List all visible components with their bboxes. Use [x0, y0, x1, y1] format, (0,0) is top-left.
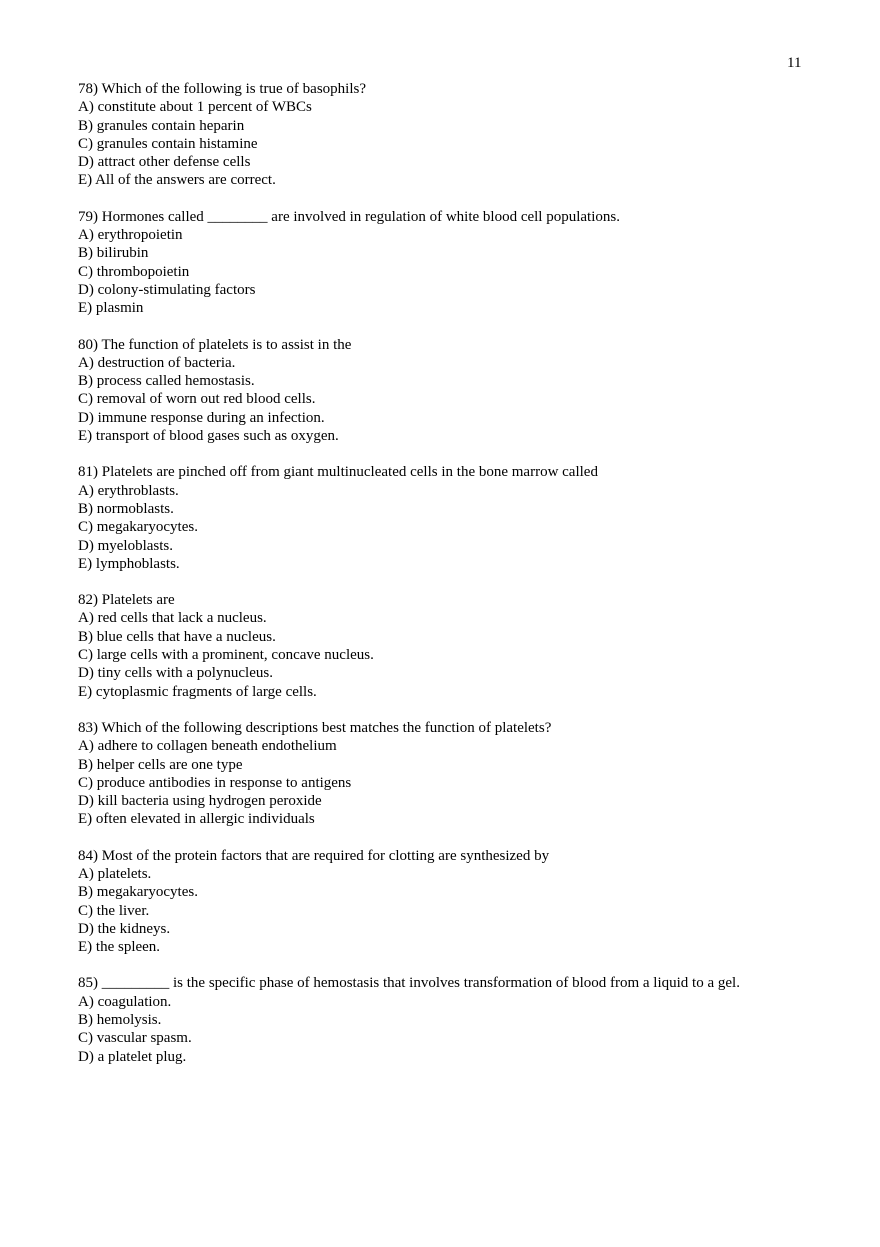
answer-option: C) large cells with a prominent, concave nucleus.	[78, 647, 374, 664]
answer-option: A) destruction of bacteria.	[78, 354, 236, 371]
answer-option: E) lymphoblasts.	[78, 555, 180, 572]
answer-option: B) hemolysis.	[78, 1012, 162, 1029]
question-85	[78, 974, 838, 1065]
answer-option: C) granules contain histamine	[78, 135, 258, 152]
answer-option: D) myeloblasts.	[78, 537, 173, 554]
answer-option: B) megakaryocytes.	[78, 884, 198, 901]
question-stem: 79) Hormones called ________ are involved in regulation of white blood cell populations.	[78, 208, 620, 225]
page-number: 11	[787, 55, 802, 71]
answer-option: D) tiny cells with a polynucleus.	[78, 665, 273, 682]
answer-option: C) thrombopoietin	[78, 263, 190, 280]
answer-option: E) All of the answers are correct.	[78, 172, 276, 189]
question-81	[78, 463, 838, 573]
answer-option: E) often elevated in allergic individuals	[78, 811, 315, 828]
answer-option: D) the kidneys.	[78, 920, 171, 937]
answer-option: C) produce antibodies in response to antigens	[78, 774, 352, 791]
question-78	[78, 80, 838, 190]
answer-option: A) platelets.	[78, 865, 152, 882]
answer-option: B) granules contain heparin	[78, 117, 245, 134]
question-stem: 84) Most of the protein factors that are required for clotting are synthesized by	[78, 847, 550, 864]
question-stem: 85) _________ is the specific phase of hemostasis that involves transformation of blood from a liquid to a gel.	[78, 975, 740, 992]
answer-option: D) colony-stimulating factors	[78, 281, 256, 298]
answer-option: C) removal of worn out red blood cells.	[78, 391, 316, 408]
answer-option: A) red cells that lack a nucleus.	[78, 610, 267, 627]
answer-option: D) immune response during an infection.	[78, 409, 325, 426]
answer-option: C) vascular spasm.	[78, 1030, 192, 1047]
answer-option: B) normoblasts.	[78, 500, 174, 517]
answer-option: B) blue cells that have a nucleus.	[78, 628, 276, 645]
answer-option: C) megakaryocytes.	[78, 519, 198, 536]
answer-option: A) adhere to collagen beneath endothelium	[78, 738, 337, 755]
question-84	[78, 847, 838, 957]
answer-option: B) process called hemostasis.	[78, 373, 255, 390]
answer-option: A) constitute about 1 percent of WBCs	[78, 99, 312, 116]
answer-option: B) helper cells are one type	[78, 756, 243, 773]
answer-option: B) bilirubin	[78, 245, 149, 262]
answer-option: D) attract other defense cells	[78, 154, 251, 171]
answer-option: E) plasmin	[78, 300, 144, 317]
answer-option: D) a platelet plug.	[78, 1048, 187, 1065]
question-83	[78, 719, 838, 829]
question-80	[78, 336, 838, 446]
answer-option: A) erythroblasts.	[78, 482, 179, 499]
answer-option: A) coagulation.	[78, 993, 172, 1010]
answer-option: A) erythropoietin	[78, 227, 183, 244]
answer-option: D) kill bacteria using hydrogen peroxide	[78, 793, 322, 810]
question-82	[78, 591, 838, 701]
question-stem: 83) Which of the following descriptions best matches the function of platelets?	[78, 719, 552, 736]
question-list	[78, 80, 838, 1084]
answer-option: E) transport of blood gases such as oxygen.	[78, 428, 339, 445]
question-stem: 80) The function of platelets is to assist in the	[78, 336, 352, 353]
answer-option: E) the spleen.	[78, 939, 161, 956]
question-79	[78, 208, 838, 318]
answer-option: E) cytoplasmic fragments of large cells.	[78, 683, 317, 700]
question-stem: 82) Platelets are	[78, 592, 175, 609]
answer-option: C) the liver.	[78, 902, 150, 919]
question-stem: 78) Which of the following is true of basophils?	[78, 81, 367, 97]
question-stem: 81) Platelets are pinched off from giant multinucleated cells in the bone marrow called	[78, 464, 598, 481]
